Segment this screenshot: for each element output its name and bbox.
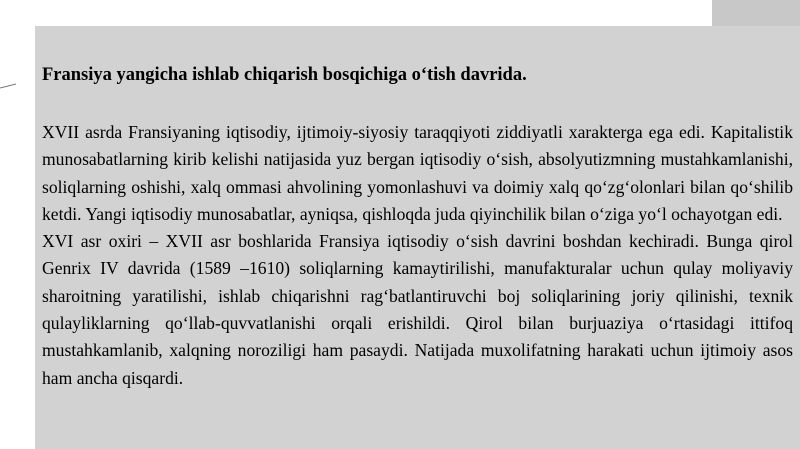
top-right-strip bbox=[712, 0, 800, 26]
paragraph-2: XVI asr oxiri – XVII asr boshlarida Fransiya iqtisodiy o‘sish davrini boshdan kechiradi. Bunga qirol Genrix IV davrida (1589 –1610) soliqlarning kamaytirilishi, manufakturalar uchun qulay moliyaviy sharoitning yaratilishi, ishlab chiqarishni rag‘batlantiruvchi boj soliqlarining joriy qilinishi, texnik qulayliklarning qo‘llab-quvvatlanishi orqali erishildi. Qirol bilan burjuaziya o‘rtasidagi ittifoq mustahkamlanib, xalqning noroziligi ham pasaydi. Natijada muxolifatning harakati uchun ijtimoiy asos ham ancha qisqardi. bbox=[42, 231, 793, 388]
paragraph-1: XVII asrda Fransiyaning iqtisodiy, ijtimoiy-siyosiy taraqqiyoti ziddiyatli xarakterga ega edi. Kapitalistik munosabatlarning kirib kelishi natijasida yuz bergan iqtisodiy o‘sish, absolyutizmning mustahkamlanishi, soliqlarning oshishi, xalq ommasi ahvolining yomonlashuvi va doimiy xalq qo‘zg‘olonlari bilan qo‘shilib ketdi. Yangi iqtisodiy munosabatlar, ayniqsa, qishloqda juda qiyinchilik bilan o‘ziga yo‘l ochayotgan edi. bbox=[42, 122, 793, 224]
text-panel bbox=[35, 26, 800, 449]
left-edge-mark bbox=[0, 78, 18, 92]
document-title: Fransiya yangicha ishlab chiqarish bosqichiga o‘tish davrida. bbox=[42, 65, 527, 85]
